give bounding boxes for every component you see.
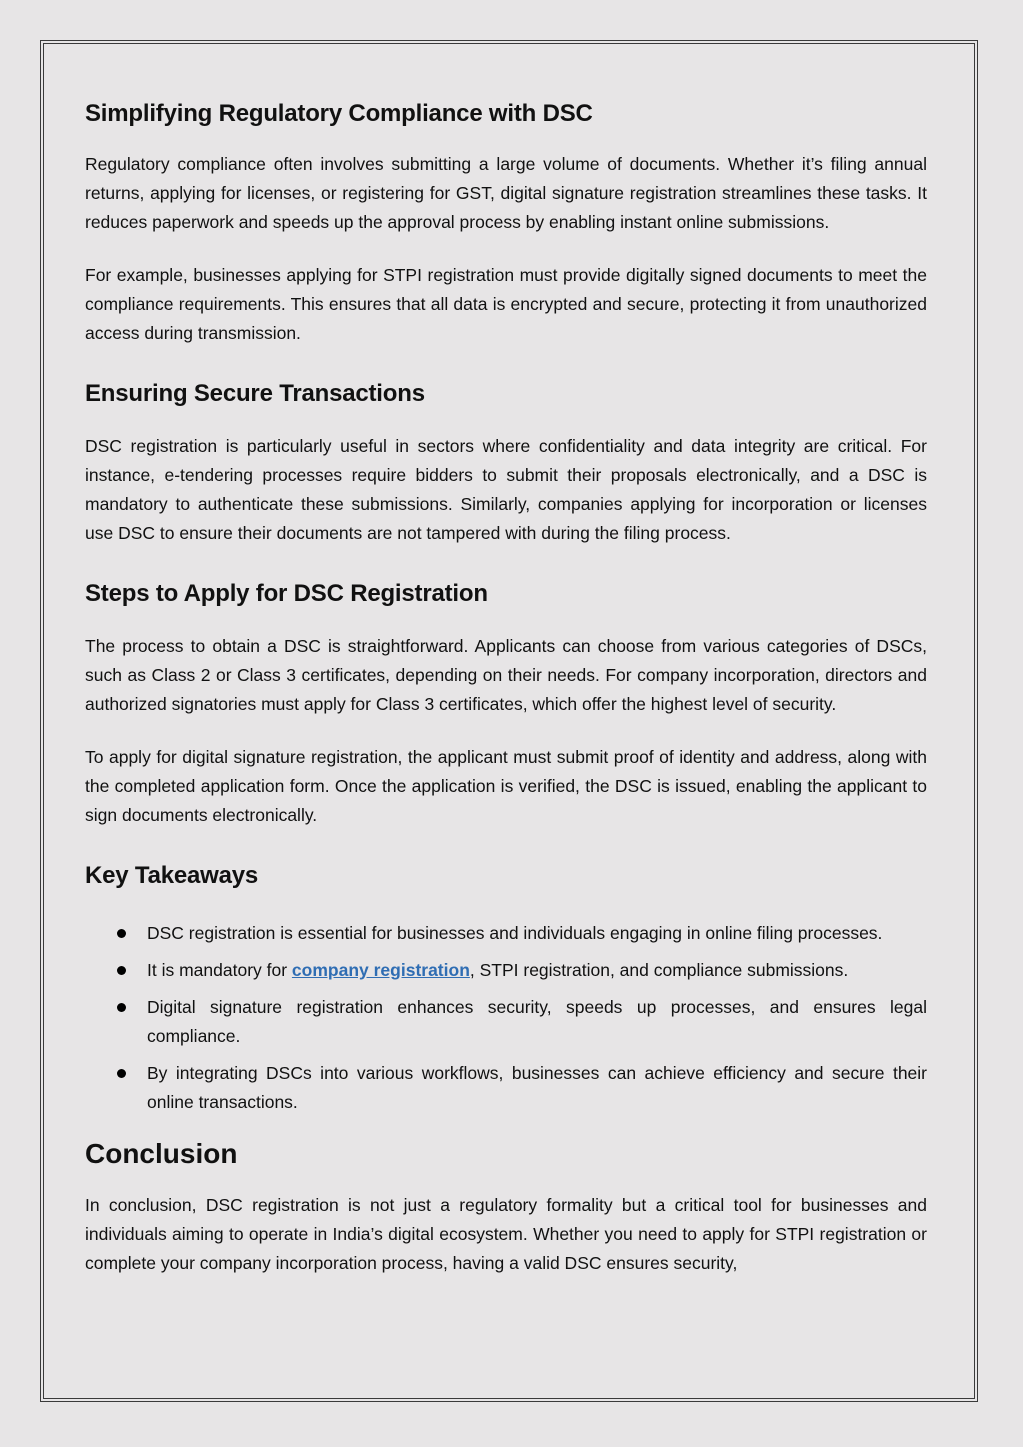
document-content: [85, 92, 927, 1278]
paragraph-stpi-example: For example, businesses applying for STPI registration must provide digitally signed documents to meet the compliance requirements. This ensures that all data is encrypted and secure, protecting it from unauthorized access during transmission.: [85, 265, 927, 343]
paragraph-conclusion: In conclusion, DSC registration is not just a regulatory formality but a critical tool for businesses and individuals aiming to operate in India’s digital ecosystem. Whether you need to apply for STPI registration or complete your company incorporation process, having a valid DSC ensures security,: [85, 1195, 927, 1273]
list-item-text-suffix: , STPI registration, and compliance submissions.: [469, 960, 849, 980]
heading-simplifying-compliance: Simplifying Regulatory Compliance with DSC: [85, 100, 593, 127]
heading-key-takeaways: Key Takeaways: [85, 862, 259, 889]
paragraph-steps-apply: To apply for digital signature registration, the applicant must submit proof of identity and address, along with the completed application form. Once the application is verified, the DSC is issued, enabling the applicant to sign documents electronically.: [85, 747, 927, 825]
bullet-icon: [117, 1069, 126, 1078]
list-item-text: DSC registration is essential for businesses and individuals engaging in online filing processes.: [147, 923, 883, 943]
company-registration-link[interactable]: company registration: [291, 960, 470, 980]
bullet-icon: [117, 1003, 126, 1012]
heading-secure-transactions: Ensuring Secure Transactions: [85, 380, 425, 407]
list-item-text-prefix: It is mandatory for: [147, 960, 292, 980]
bullet-icon: [117, 929, 126, 938]
list-item: [85, 956, 927, 985]
list-item: [85, 919, 927, 948]
heading-steps-to-apply: Steps to Apply for DSC Registration: [85, 580, 488, 607]
heading-conclusion: Conclusion: [85, 1138, 238, 1169]
list-item: [85, 1059, 927, 1117]
list-item: [85, 993, 927, 1051]
takeaways-list: [85, 919, 927, 1117]
paragraph-secure-transactions: DSC registration is particularly useful in sectors where confidentiality and data integrity are critical. For instance, e-tendering processes require bidders to submit their proposals electronically, and a DSC is mandatory to authenticate these submissions. Similarly, companies applying for incorporation or licenses use DSC to ensure their documents are not tampered with during the filing process.: [85, 436, 927, 543]
list-item-text: Digital signature registration enhances security, speeds up processes, and ensures legal compliance.: [147, 997, 927, 1046]
paragraph-compliance-intro: Regulatory compliance often involves submitting a large volume of documents. Whether it’s filing annual returns, applying for licenses, or registering for GST, digital signature registration streamlines these tasks. It reduces paperwork and speeds up the approval process by enabling instant online submissions.: [85, 154, 927, 232]
bullet-icon: [117, 966, 126, 975]
list-item-text: By integrating DSCs into various workflows, businesses can achieve efficiency and secure their online transactions.: [147, 1063, 927, 1112]
paragraph-steps-process: The process to obtain a DSC is straightforward. Applicants can choose from various categories of DSCs, such as Class 2 or Class 3 certificates, depending on their needs. For company incorporation, directors and authorized signatories must apply for Class 3 certificates, which offer the highest level of security.: [85, 636, 927, 714]
